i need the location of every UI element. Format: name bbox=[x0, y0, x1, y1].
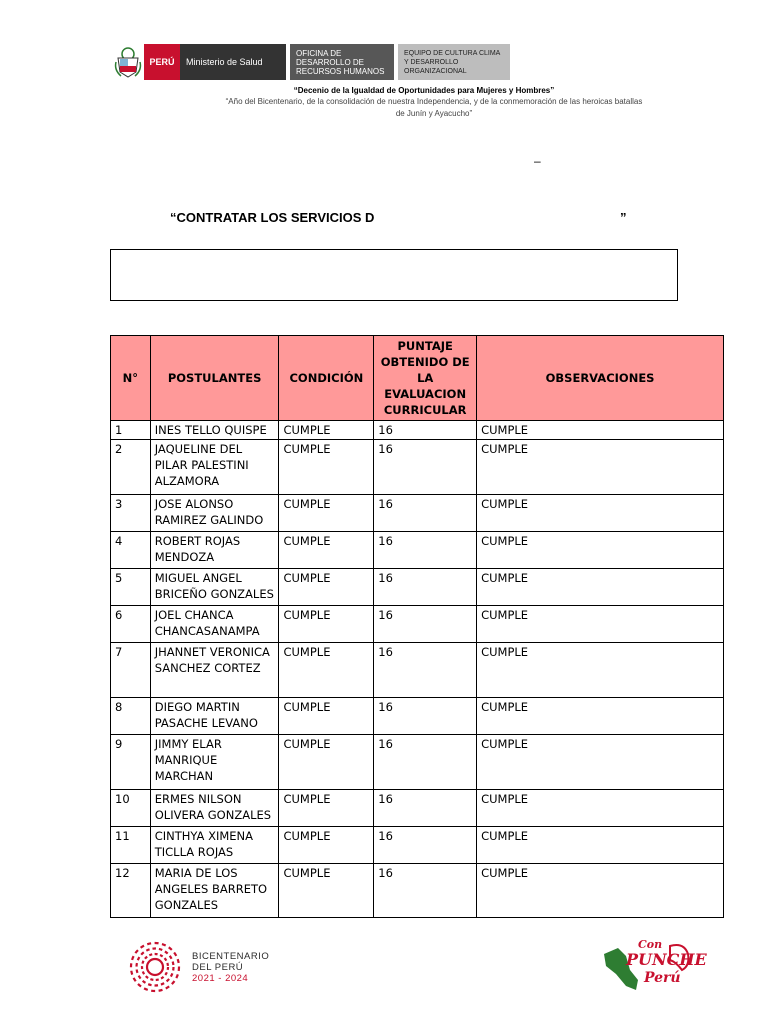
institutional-header bbox=[112, 44, 510, 84]
results-table bbox=[110, 335, 724, 918]
table-row bbox=[111, 421, 724, 440]
cell-name: INES TELLO QUISPE bbox=[150, 421, 279, 440]
cell-number: 7 bbox=[111, 643, 151, 698]
cell-number: 3 bbox=[111, 495, 151, 532]
cell-observation: CUMPLE bbox=[477, 643, 724, 698]
table-row bbox=[111, 569, 724, 606]
ecc-label: EQUIPO DE CULTURA CLIMA Y DESARROLLO ORGANIZACIONAL bbox=[404, 49, 500, 75]
minsa-box bbox=[180, 44, 286, 80]
cell-score: 16 bbox=[374, 698, 477, 735]
cell-observation: CUMPLE bbox=[477, 495, 724, 532]
header-condicion: CONDICIÓN bbox=[279, 336, 374, 421]
cell-score: 16 bbox=[374, 790, 477, 827]
decenio-block bbox=[0, 86, 768, 119]
cell-observation: CUMPLE bbox=[477, 698, 724, 735]
cell-name: JHANNET VERONICA SANCHEZ CORTEZ bbox=[150, 643, 279, 698]
peru-label: PERÚ bbox=[149, 57, 175, 67]
cell-condition: CUMPLE bbox=[279, 790, 374, 827]
table-row bbox=[111, 827, 724, 864]
header-observaciones: OBSERVACIONES bbox=[477, 336, 724, 421]
peru-brand-box bbox=[144, 44, 180, 80]
cell-number: 8 bbox=[111, 698, 151, 735]
table-row bbox=[111, 735, 724, 790]
cell-name: MIGUEL ANGEL BRICEÑO GONZALES bbox=[150, 569, 279, 606]
cell-observation: CUMPLE bbox=[477, 421, 724, 440]
cell-observation: CUMPLE bbox=[477, 827, 724, 864]
cell-name: JIMMY ELAR MANRIQUE MARCHAN bbox=[150, 735, 279, 790]
bicentenario-line1: BICENTENARIO bbox=[192, 950, 270, 962]
cell-score: 16 bbox=[374, 495, 477, 532]
cell-number: 4 bbox=[111, 532, 151, 569]
cell-score: 16 bbox=[374, 421, 477, 440]
cell-number: 5 bbox=[111, 569, 151, 606]
table-row bbox=[111, 532, 724, 569]
cell-observation: CUMPLE bbox=[477, 864, 724, 918]
cell-observation: CUMPLE bbox=[477, 440, 724, 495]
coat-of-arms-icon bbox=[112, 44, 144, 80]
table-row bbox=[111, 643, 724, 698]
punche-con: Con bbox=[638, 938, 663, 951]
cell-name: ROBERT ROJAS MENDOZA bbox=[150, 532, 279, 569]
punche-word: PUNCHE bbox=[626, 950, 707, 969]
cell-condition: CUMPLE bbox=[279, 864, 374, 918]
anio-text-line1: “Año del Bicentenario, de la consolidación de nuestra Independencia, y de la conmemoración de las heroicas batallas bbox=[225, 97, 643, 106]
cell-score: 16 bbox=[374, 532, 477, 569]
table-row bbox=[111, 440, 724, 495]
cell-name: ERMES NILSON OLIVERA GONZALES bbox=[150, 790, 279, 827]
cell-score: 16 bbox=[374, 827, 477, 864]
cell-observation: CUMPLE bbox=[477, 735, 724, 790]
cell-number: 9 bbox=[111, 735, 151, 790]
cell-name: JOEL CHANCA CHANCASANAMPA bbox=[150, 606, 279, 643]
bicentenario-sun-icon bbox=[128, 940, 182, 994]
cell-number: 12 bbox=[111, 864, 151, 918]
cell-observation: CUMPLE bbox=[477, 532, 724, 569]
cell-score: 16 bbox=[374, 569, 477, 606]
cell-number: 10 bbox=[111, 790, 151, 827]
odrh-box bbox=[290, 44, 394, 80]
con-punche-peru-logo bbox=[596, 936, 707, 1000]
decenio-text: “Decenio de la Igualdad de Oportunidades para Mujeres y Hombres” bbox=[293, 86, 555, 95]
cell-condition: CUMPLE bbox=[279, 421, 374, 440]
bicentenario-years: 2021 - 2024 bbox=[192, 972, 249, 984]
table-row bbox=[111, 495, 724, 532]
cell-observation: CUMPLE bbox=[477, 606, 724, 643]
cell-score: 16 bbox=[374, 643, 477, 698]
cell-condition: CUMPLE bbox=[279, 606, 374, 643]
cell-condition: CUMPLE bbox=[279, 698, 374, 735]
cell-condition: CUMPLE bbox=[279, 643, 374, 698]
table-row bbox=[111, 698, 724, 735]
cell-condition: CUMPLE bbox=[279, 735, 374, 790]
cell-name: MARIA DE LOS ANGELES BARRETO GONZALES bbox=[150, 864, 279, 918]
table-header-row bbox=[111, 336, 724, 421]
document-title-end-quote: ” bbox=[620, 210, 627, 225]
cell-score: 16 bbox=[374, 735, 477, 790]
document-title: “CONTRATAR LOS SERVICIOS D bbox=[170, 210, 375, 225]
cell-number: 2 bbox=[111, 440, 151, 495]
cell-score: 16 bbox=[374, 606, 477, 643]
empty-box bbox=[110, 249, 678, 301]
cell-condition: CUMPLE bbox=[279, 569, 374, 606]
odrh-label: OFICINA DE DESARROLLO DE RECURSOS HUMANOS bbox=[296, 48, 385, 76]
cell-observation: CUMPLE bbox=[477, 569, 724, 606]
table-row bbox=[111, 790, 724, 827]
punche-peru: Perú bbox=[644, 970, 681, 986]
cell-observation: CUMPLE bbox=[477, 790, 724, 827]
cell-number: 1 bbox=[111, 421, 151, 440]
cell-condition: CUMPLE bbox=[279, 495, 374, 532]
minsa-label: Ministerio de Salud bbox=[186, 57, 263, 67]
table-row bbox=[111, 864, 724, 918]
cell-score: 16 bbox=[374, 440, 477, 495]
ecc-box bbox=[398, 44, 510, 80]
header-puntaje: PUNTAJE OBTENIDO DE LA EVALUACION CURRICULAR bbox=[374, 336, 477, 421]
dash-mark: – bbox=[534, 154, 541, 168]
cell-score: 16 bbox=[374, 864, 477, 918]
cell-condition: CUMPLE bbox=[279, 532, 374, 569]
cell-number: 6 bbox=[111, 606, 151, 643]
bicentenario-line2: DEL PERÚ bbox=[192, 961, 244, 973]
cell-number: 11 bbox=[111, 827, 151, 864]
table-row bbox=[111, 606, 724, 643]
bicentenario-logo bbox=[128, 940, 269, 994]
cell-name: JAQUELINE DEL PILAR PALESTINI ALZAMORA bbox=[150, 440, 279, 495]
cell-condition: CUMPLE bbox=[279, 827, 374, 864]
header-postulantes: POSTULANTES bbox=[150, 336, 279, 421]
header-number: N° bbox=[111, 336, 151, 421]
cell-name: JOSE ALONSO RAMIREZ GALINDO bbox=[150, 495, 279, 532]
cell-name: DIEGO MARTIN PASACHE LEVANO bbox=[150, 698, 279, 735]
cell-condition: CUMPLE bbox=[279, 440, 374, 495]
cell-name: CINTHYA XIMENA TICLLA ROJAS bbox=[150, 827, 279, 864]
anio-text-line2: de Junín y Ayacucho” bbox=[395, 109, 473, 118]
